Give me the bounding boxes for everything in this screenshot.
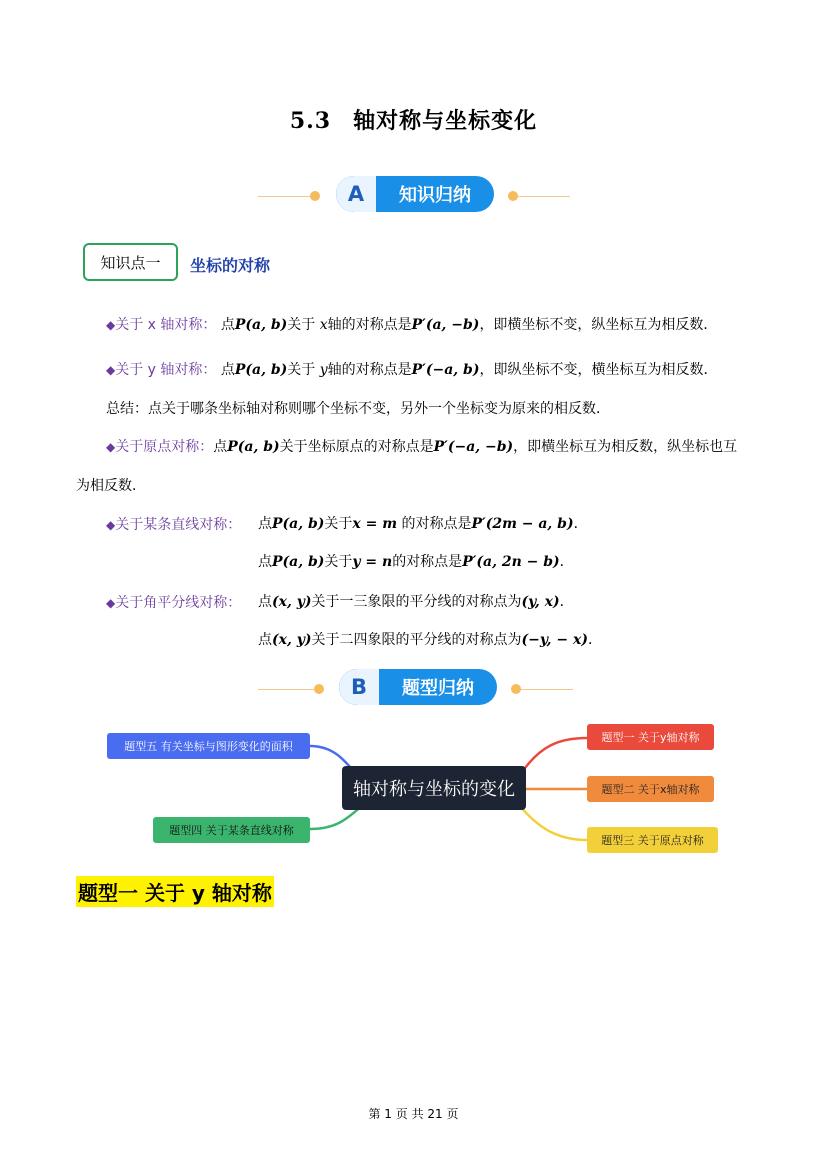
diamond-icon: ◆: [106, 440, 116, 454]
text: ．: [587, 632, 602, 648]
text: ．: [573, 516, 588, 532]
text: 点: [258, 594, 272, 610]
math: y: [319, 362, 328, 378]
math: y = n: [352, 554, 393, 570]
math: (−y, − x): [521, 632, 588, 648]
rule-label: 关于 y 轴对称：: [115, 362, 217, 378]
math: (y, x): [521, 594, 560, 610]
text: ．: [559, 554, 574, 570]
text: 的对称点是: [392, 554, 463, 570]
text: 点: [258, 516, 272, 532]
total-pages: 21: [427, 1107, 443, 1121]
connector-t3: [520, 806, 587, 840]
text: 点: [258, 632, 272, 648]
connector-t1: [520, 738, 587, 775]
mindmap-node-t2: 题型二 关于x轴对称: [587, 776, 714, 802]
knowledge-point-box: 知识点一: [83, 243, 178, 281]
knowledge-heading: 坐标的对称: [190, 256, 271, 275]
math: (x, y): [272, 632, 312, 648]
text: 关于一三象限的平分线的对称点为: [311, 594, 522, 610]
text: 关于: [287, 362, 316, 378]
text: 页 共: [395, 1107, 424, 1121]
text: 关于: [324, 554, 353, 570]
banner-letter: A: [336, 176, 376, 212]
rule-label: 关于原点对称：: [115, 439, 214, 455]
rule-label: 关于角平分线对称：: [115, 595, 242, 611]
section-number: 5.3: [289, 108, 332, 134]
math: P′(a, −b): [411, 317, 480, 333]
math: x: [319, 317, 328, 333]
text: 轴的对称点是: [327, 362, 412, 378]
math: P(a, b): [272, 516, 325, 532]
banner-letter: B: [339, 669, 379, 705]
math: P′(−a, b): [411, 362, 480, 378]
text: 关于坐标原点的对称点是: [279, 439, 434, 455]
math: P(a, b): [272, 554, 325, 570]
text: ，即纵坐标不变，横坐标互为相反数．: [479, 362, 718, 378]
rule-label: 关于某条直线对称：: [115, 517, 242, 533]
math: P′(−a, −b): [433, 439, 514, 455]
section-heading: 题型一 关于 y 轴对称: [76, 876, 274, 907]
text: ，即横坐标不变，纵坐标互为相反数．: [479, 317, 718, 333]
math: P(a, b): [234, 362, 288, 378]
mindmap-node-t3: 题型三 关于原点对称: [587, 827, 718, 853]
math: P(a, b): [227, 439, 280, 455]
text: 点: [213, 439, 228, 455]
banner-text: 知识归纳: [399, 185, 471, 206]
mindmap-node-t5: 题型五 有关坐标与图形变化的面积: [107, 733, 310, 759]
page-number: 1: [384, 1107, 392, 1121]
math: (x, y): [272, 594, 312, 610]
mindmap-node-t4: 题型四 关于某条直线对称: [153, 817, 310, 843]
page-footer: [0, 1105, 827, 1122]
mindmap-center: 轴对称与坐标的变化: [342, 766, 526, 810]
math: P′(a, 2n − b): [462, 554, 560, 570]
title-text: 轴对称与坐标变化: [353, 108, 538, 134]
text: 页: [446, 1107, 459, 1121]
text: 关于二四象限的平分线的对称点为: [311, 632, 522, 648]
mindmap-node-t1: 题型一 关于y轴对称: [587, 724, 714, 750]
text: 点: [220, 317, 235, 333]
text: 关于: [287, 317, 316, 333]
rule-label: 关于 x 轴对称：: [115, 317, 217, 333]
math: P′(2m − a, b): [471, 516, 574, 532]
diamond-icon: ◆: [106, 596, 116, 610]
diamond-icon: ◆: [106, 518, 116, 532]
text: 第: [368, 1107, 381, 1121]
text: ，即横坐标互为相反数，纵坐标也互: [513, 439, 738, 455]
summary: 总结：点关于哪条坐标轴对称则哪个坐标不变，另外一个坐标变为原来的相反数．: [106, 401, 610, 417]
text: ．: [559, 594, 574, 610]
banner-text: 题型归纳: [402, 678, 474, 699]
text: 关于: [324, 516, 353, 532]
text: 轴的对称点是: [327, 317, 412, 333]
rule-origin-cont: 为相反数．: [76, 478, 146, 494]
diamond-icon: ◆: [106, 318, 116, 332]
text: 点: [220, 362, 235, 378]
diamond-icon: ◆: [106, 363, 116, 377]
text: 的对称点是: [401, 516, 472, 532]
math: P(a, b): [234, 317, 288, 333]
text: 点: [258, 554, 272, 570]
math: x = m: [352, 516, 398, 532]
